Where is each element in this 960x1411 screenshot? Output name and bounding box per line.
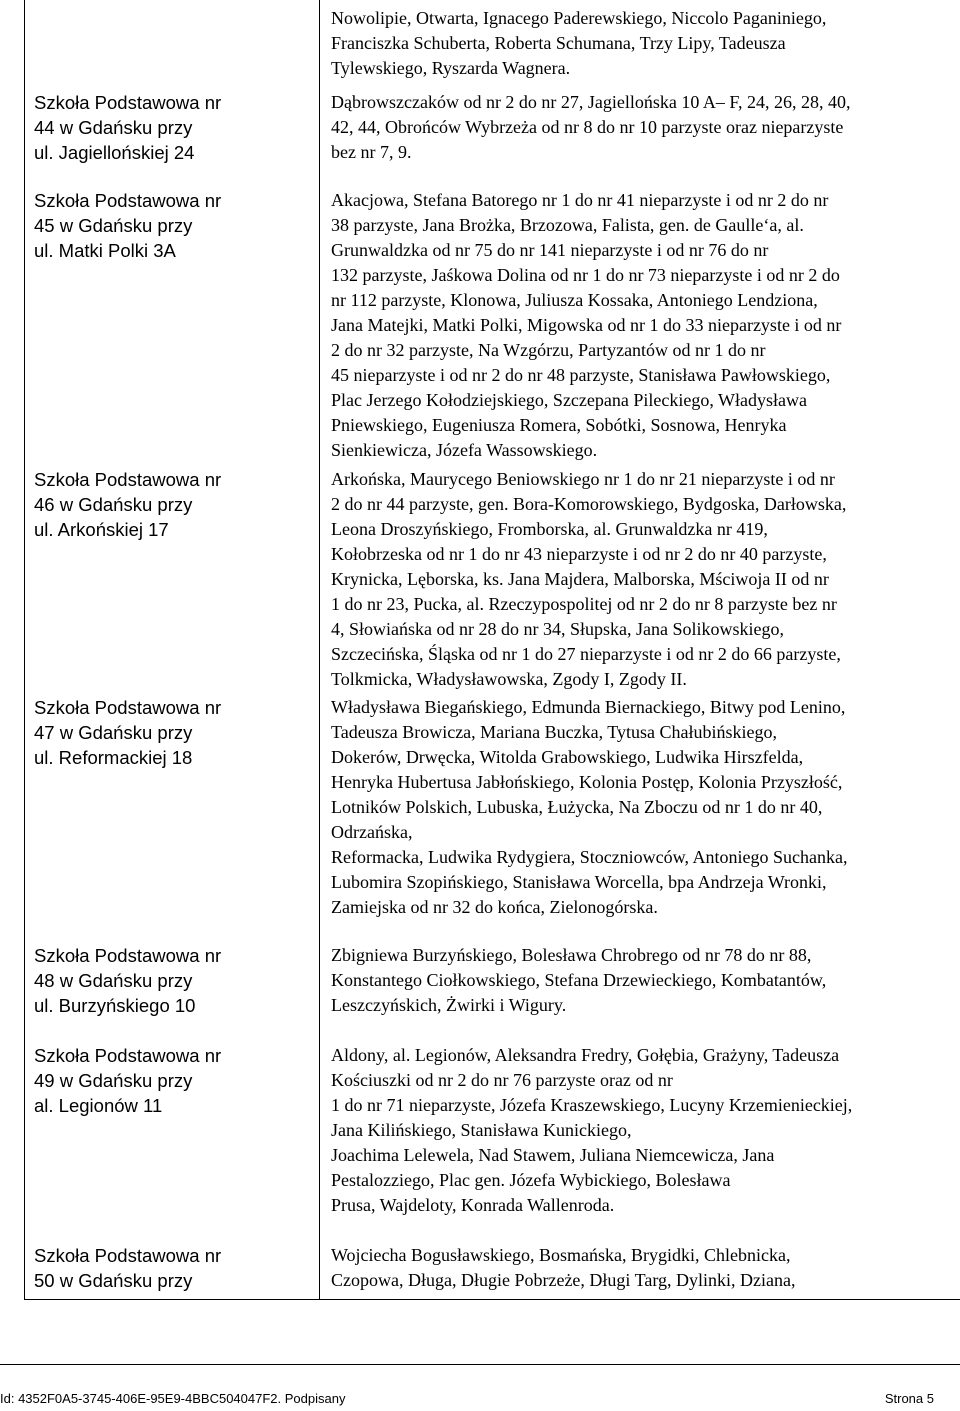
school-48: Szkoła Podstawowa nr 48 w Gdańsku przy ul. Burzyńskiego 10 (34, 945, 222, 1016)
school-46: Szkoła Podstawowa nr 46 w Gdańsku przy ul. Arkońskiej 17 (34, 469, 222, 540)
page-number: Strona 5 (884, 1391, 934, 1406)
document-id: Id: 4352F0A5-3745-406E-95E9-4BBC504047F2. Podpisany (0, 1391, 346, 1406)
streets-48: Zbigniewa Burzyńskiego, Bolesława Chrobrego od nr 78 do nr 88, Konstantego Ciołkowskiego, Stefana Drzewieckiego, Kombatantów, Leszczyńskich, Żwirki i Wigury. (331, 945, 827, 1015)
streets-continued: Nowolipie, Otwarta, Ignacego Paderewskiego, Niccolo Paganiniego, Franciszka Schuberta, Roberta Schumana, Trzy Lipy, Tadeusza Tylewskiego, Ryszarda Wagnera. (331, 8, 827, 78)
district-table (24, 0, 960, 1300)
school-47: Szkoła Podstawowa nr 47 w Gdańsku przy ul. Reformackiej 18 (34, 697, 222, 768)
streets-50: Wojciecha Bogusławskiego, Bosmańska, Brygidki, Chlebnicka, Czopowa, Długa, Długie Pobrzeże, Długi Targ, Dylinki, Dziana, (331, 1245, 796, 1290)
school-50: Szkoła Podstawowa nr 50 w Gdańsku przy (34, 1245, 222, 1291)
streets-47: Władysława Biegańskiego, Edmunda Biernackiego, Bitwy pod Lenino, Tadeusza Browicza, Mariana Buczka, Tytusa Chałubińskiego, Dokerów, Drwęcka, Witolda Grabowskiego, Ludwika Hirszfelda, Henryka Hubertusa Jabłońskiego, Kolonia Postęp, Kolonia Przyszłość, Lotników Polskich, Lubuska, Łużycka, Na Zboczu od nr 1 do nr 40, Odrzańska, Reformacka, Ludwika Rydygiera, Stoczniowców, Antoniego Suchanka, Lubomira Szopińskiego, Stanisława Worcella, bpa Andrzeja Wronki, Zamiejska od nr 32 do końca, Zielonogórska. (331, 697, 848, 917)
school-45: Szkoła Podstawowa nr 45 w Gdańsku przy ul. Matki Polki 3A (34, 190, 222, 261)
school-44: Szkoła Podstawowa nr 44 w Gdańsku przy ul. Jagiellońskiej 24 (34, 92, 222, 163)
streets-46: Arkońska, Maurycego Beniowskiego nr 1 do nr 21 nieparzyste i od nr 2 do nr 44 parzyste, gen. Bora-Komorowskiego, Bydgoska, Darłowska, Leona Droszyńskiego, Fromborska, al. Grunwaldzka nr 419, Kołobrzeska od nr 1 do nr 43 nieparzyste i od nr 2 do nr 40 parzyste, Krynicka, Lęborska, ks. Jana Majdera, Malborska, Mściwoja II od nr 1 do nr 23, Pucka, al. Rzeczypospolitej od nr 2 do nr 8 parzyste bez nr 4, Słowiańska od nr 28 do nr 34, Słupska, Jana Solikowskiego, Szczecińska, Śląska od nr 1 do 27 nieparzyste i od nr 2 do 66 parzyste, Tolkmicka, Władysławowska, Zgody I, Zgody II. (331, 469, 847, 689)
streets-45: Akacjowa, Stefana Batorego nr 1 do nr 41 nieparzyste i od nr 2 do nr 38 parzyste, Jana Brożka, Brzozowa, Falista, gen. de Gaulle‘a, al. Grunwaldzka od nr 75 do nr 141 nieparzyste i od nr 76 do nr 132 parzyste, Jaśkowa Dolina od nr 1 do nr 73 nieparzyste i od nr 2 do nr 112 parzyste, Klonowa, Juliusza Kossaka, Antoniego Lendziona, Jana Matejki, Matki Polki, Migowska od nr 1 do 33 nieparzyste i od nr 2 do nr 32 parzyste, Na Wzgórzu, Partyzantów od nr 1 do nr 45 nieparzyste i od nr 2 do nr 48 parzyste, Stanisława Pawłowskiego, Plac Jerzego Kołodziejskiego, Szczepana Pileckiego, Władysława Pniewskiego, Eugeniusza Romera, Sobótki, Sosnowa, Henryka Sienkiewicza, Józefa Wassowskiego. (331, 190, 842, 460)
column-divider (319, 0, 320, 1299)
school-49: Szkoła Podstawowa nr 49 w Gdańsku przy al. Legionów 11 (34, 1045, 222, 1116)
streets-44: Dąbrowszczaków od nr 2 do nr 27, Jagiellońska 10 A– F, 24, 26, 28, 40, 42, 44, Obrońców Wybrzeża od nr 8 do nr 10 parzyste oraz nieparzyste bez nr 7, 9. (331, 92, 851, 162)
footer-rule (0, 1364, 960, 1365)
streets-49: Aldony, al. Legionów, Aleksandra Fredry, Gołębia, Grażyny, Tadeusza Kościuszki od nr 2 do nr 76 parzyste oraz od nr 1 do nr 71 nieparzyste, Józefa Kraszewskiego, Lucyny Krzemienieckiej, Jana Kilińskiego, Stanisława Kunickiego, Joachima Lelewela, Nad Stawem, Juliana Niemcewicza, Jana Pestalozziego, Plac gen. Józefa Wybickiego, Bolesława Prusa, Wajdeloty, Konrada Wallenroda. (331, 1045, 853, 1215)
